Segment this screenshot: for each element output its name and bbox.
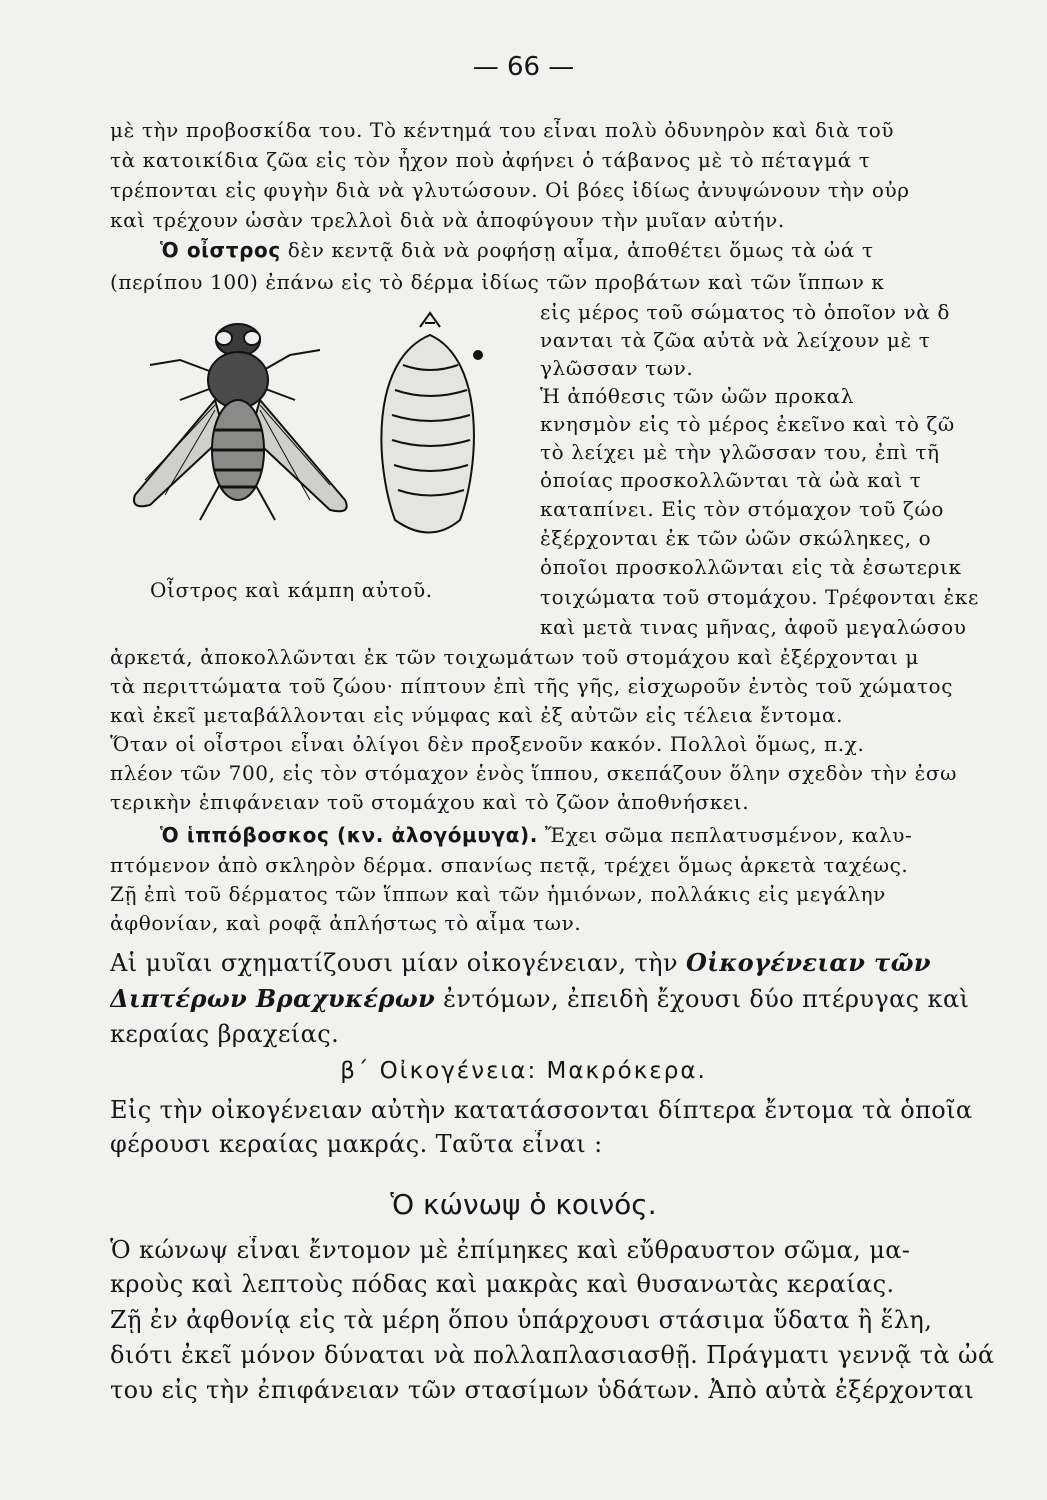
text-line: καὶ τρέχουν ὡσὰν τρελλοὶ διὰ νὰ ἀποφύγουν τὴν μυῖαν αὐτήν. bbox=[110, 208, 785, 232]
hippobosca-first-line-text: Ἔχει σῶμα πεπλατυσμένον, καλυ- bbox=[537, 823, 913, 847]
text-line: εἰς μέρος τοῦ σώματος τὸ ὁποῖον νὰ δ bbox=[540, 300, 950, 324]
family-a-line-2 bbox=[110, 984, 969, 1013]
family-a-text-2: ἐντόμων, ἐπειδὴ ἔχουσι δύο πτέρυγας καὶ bbox=[435, 985, 970, 1013]
text-line: καταπίνει. Εἰς τὸν στόμαχον τοῦ ζώο bbox=[540, 497, 945, 521]
text-line: Ὅταν οἱ οἶστροι εἶναι ὀλίγοι δὲν προξενοῦν κακόν. Πολλοὶ ὅμως, π.χ. bbox=[110, 732, 865, 756]
text-line: τερικὴν ἐπιφάνειαν τοῦ στομάχου καὶ τὸ ζῶον ἀποθνήσκει. bbox=[110, 790, 750, 814]
figure-caption: Οἶστρος καὶ κάμπη αὐτοῦ. bbox=[150, 578, 433, 602]
text-line: (περίπου 100) ἐπάνω εἰς τὸ δέρμα ἰδίως τῶν προβάτων καὶ τῶν ἵππων κ bbox=[110, 270, 885, 294]
family-a-bold-term-2: Διπτέρων Βραχυκέρων bbox=[110, 984, 436, 1013]
konops-heading: Ὁ κώνωψ ὁ κοινός. bbox=[390, 1188, 657, 1221]
text-line: Ὁ κώνωψ εἶναι ἔντομον μὲ ἐπίμηκες καὶ εὔθραυστον σῶμα, μα- bbox=[110, 1236, 911, 1264]
family-a-line-1 bbox=[110, 948, 931, 977]
text-line: Ἡ ἀπόθεσις τῶν ὠῶν προκαλ bbox=[540, 384, 854, 408]
text-line: κνησμὸν εἰς τὸ μέρος ἐκεῖνο καὶ τὸ ζῶ bbox=[540, 412, 955, 436]
text-line: ὁποῖοι προσκολλῶνται εἰς τὰ ἐσωτερικ bbox=[540, 555, 962, 579]
text-line: ὁποίας προσκολλῶνται τὰ ὠὰ καὶ τ bbox=[540, 468, 922, 492]
text-line: του εἰς τὴν ἐπιφάνειαν τῶν στασίμων ὑδάτων. Ἀπὸ αὐτὰ ἐξέρχονται bbox=[110, 1376, 975, 1404]
family-b-heading: β΄ Οἰκογένεια: Μακρόκερα. bbox=[340, 1058, 707, 1084]
text-line: κροὺς καὶ λεπτοὺς πόδας καὶ μακρὰς καὶ θυσανωτὰς κεραίας. bbox=[110, 1270, 895, 1298]
hippobosca-first-line bbox=[160, 823, 912, 847]
text-line: Ζῇ ἐν ἀφθονίᾳ εἰς τὰ μέρη ὅπου ὑπάρχουσι στάσιμα ὕδατα ἢ ἕλη, bbox=[110, 1306, 933, 1334]
text-line: ἀφθονίαν, καὶ ροφᾷ ἀπλήστως τὸ αἷμα των. bbox=[110, 911, 582, 935]
text-line: κεραίας βραχείας. bbox=[110, 1020, 340, 1048]
text-line: τὰ περιττώματα τοῦ ζώου· πίπτουν ἐπὶ τῆς γῆς, εἰσχωροῦν ἐντὸς τοῦ χώματος bbox=[110, 674, 953, 698]
oistros-first-line bbox=[160, 238, 874, 262]
family-a-bold-term: Οἰκογένειαν τῶν bbox=[685, 948, 931, 977]
text-line: Ζῇ ἐπὶ τοῦ δέρματος τῶν ἵππων καὶ τῶν ἡμιόνων, πολλάκις εἰς μεγάλην bbox=[110, 882, 886, 906]
text-line: πτόμενον ἀπὸ σκληρὸν δέρμα. σπανίως πετᾷ, τρέχει ὅμως ἀρκετὰ ταχέως. bbox=[110, 853, 909, 877]
text-line: τὸ λείχει μὲ τὴν γλῶσσαν του, ἐπὶ τῆ bbox=[540, 440, 940, 464]
text-line: τὰ κατοικίδια ζῶα εἰς τὸν ἦχον ποὺ ἀφήνει ὁ τάβανος μὲ τὸ πέταγμά τ bbox=[110, 148, 871, 172]
larva-drawing bbox=[381, 313, 482, 533]
text-line: Εἰς τὴν οἰκογένειαν αὐτὴν κατατάσσονται δίπτερα ἔντομα τὰ ὁποῖα bbox=[110, 1096, 973, 1124]
text-line: διότι ἐκεῖ μόνον δύναται νὰ πολλαπλασιασθῇ. Πράγματι γεννᾷ τὰ ὠά bbox=[110, 1341, 995, 1369]
text-line: γλῶσσαν των. bbox=[540, 356, 694, 380]
text-line: τρέπονται εἰς φυγὴν διὰ νὰ γλυτώσουν. Οἱ βόες ἰδίως ἀνυψώνουν τὴν οὐρ bbox=[110, 178, 910, 202]
text-line: μὲ τὴν προβοσκίδα του. Τὸ κέντημά του εἶναι πολὺ ὀδυνηρὸν καὶ διὰ τοῦ bbox=[110, 118, 895, 142]
text-line: καὶ ἐκεῖ μεταβάλλονται εἰς νύμφας καὶ ἐξ αὐτῶν εἰς τέλεια ἔντομα. bbox=[110, 703, 844, 727]
text-line: ἀρκετά, ἀποκολλῶνται ἐκ τῶν τοιχωμάτων τοῦ στομάχου καὶ ἐξέρχονται μ bbox=[110, 645, 919, 669]
bot-fly-drawing bbox=[134, 324, 347, 520]
text-line: καὶ μετὰ τινας μῆνας, ἀφοῦ μεγαλώσου bbox=[540, 615, 967, 639]
text-line: τοιχώματα τοῦ στομάχου. Τρέφονται ἐκε bbox=[540, 585, 979, 609]
text-line: φέρουσι κεραίας μακράς. Ταῦτα εἶναι : bbox=[110, 1130, 603, 1158]
hippobosca-term: Ὁ ἱππόβοσκος (κν. ἀλογόμυγα). bbox=[160, 823, 538, 847]
oistros-first-line-text: δὲν κεντᾷ διὰ νὰ ροφήσῃ αἷμα, ἀποθέτει ὅμως τὰ ὠά τ bbox=[280, 238, 874, 262]
text-line: πλέον τῶν 700, εἰς τὸν στόμαχον ἑνὸς ἵππου, σκεπάζουν ὅλην σχεδὸν τὴν ἐσω bbox=[110, 761, 958, 785]
bot-fly-and-larva-illustration bbox=[120, 305, 500, 565]
page-number: — 66 — bbox=[472, 52, 575, 82]
text-line: ἐξέρχονται ἐκ τῶν ὠῶν σκώληκες, ο bbox=[540, 526, 932, 550]
oistros-term: Ὁ οἶστρος bbox=[160, 238, 281, 262]
text-line: νανται τὰ ζῶα αὐτὰ νὰ λείχουν μὲ τ bbox=[540, 328, 931, 352]
family-a-text: Αἱ μυῖαι σχηματίζουσι μίαν οἰκογένειαν, τὴν bbox=[110, 949, 686, 977]
